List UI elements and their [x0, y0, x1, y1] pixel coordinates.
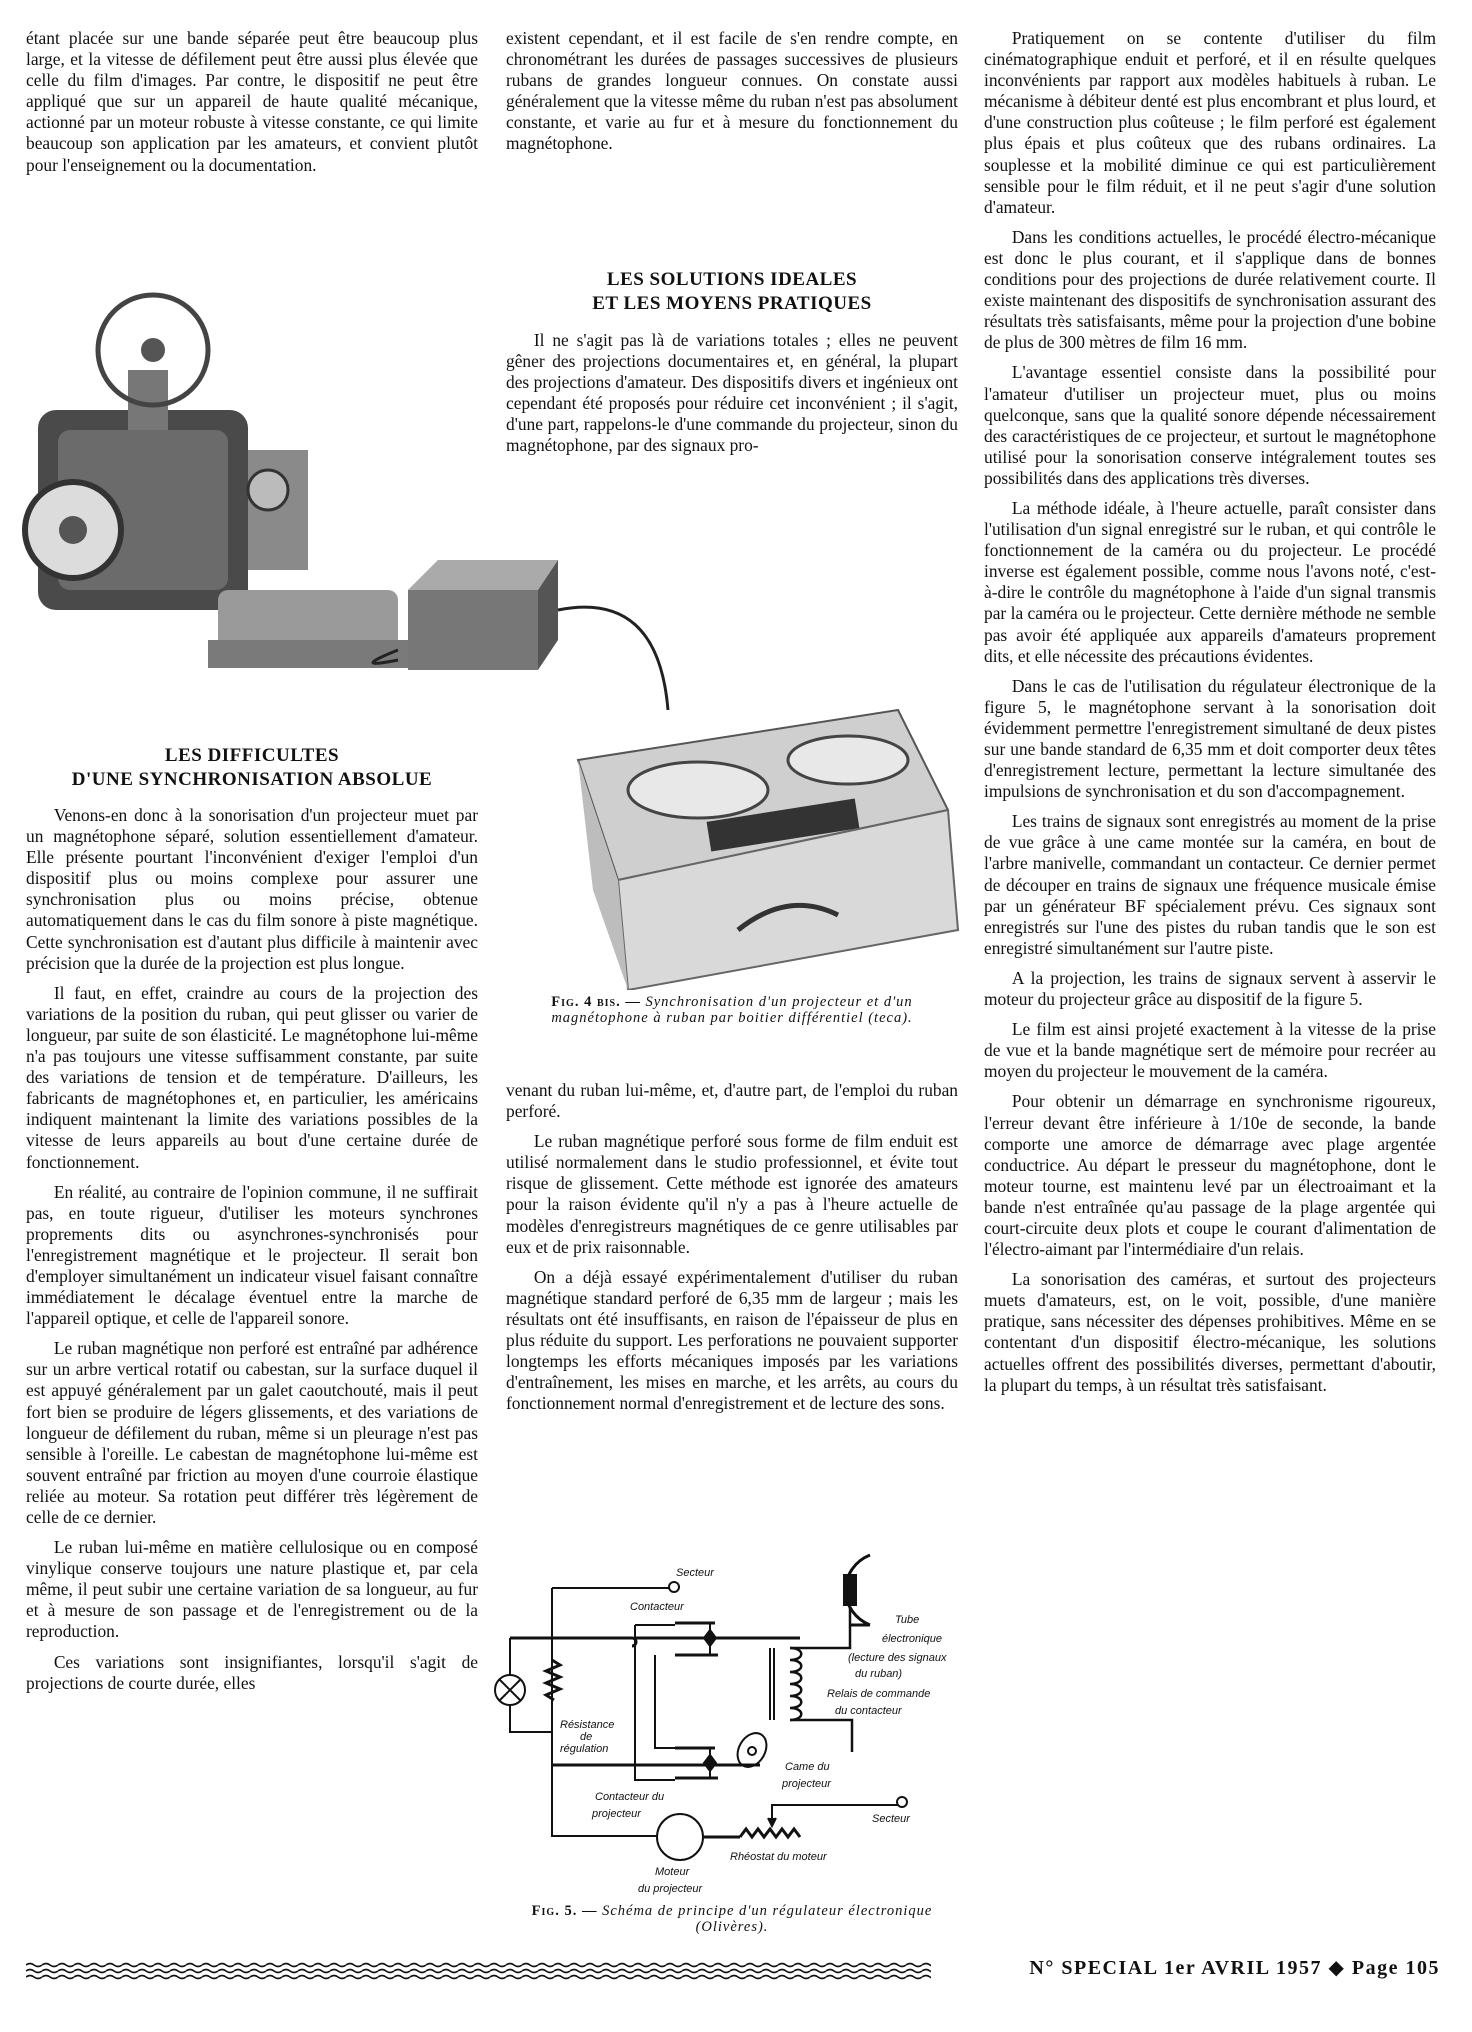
footer-issue-info: [1029, 1955, 1440, 1980]
diamond-icon: ◆: [1328, 1957, 1346, 1979]
section-heading-difficultes: [26, 744, 478, 792]
projector-illustration: [25, 295, 408, 668]
paragraph: La sonorisation des caméras, et surtout des projecteurs muets d'amateurs, est, on le voit, possible, d'une manière pratique, sans nécessiter des dépenses prohibitives. Même en se contentant d'un dispositif électro-mécanique, les solutions actuelles offrent des possibilités diverses, permettant d'aboutir, la plupart du temps, à un résultat très satisfaisant.: [984, 1269, 1436, 1395]
diagram-label: projecteur: [782, 1778, 831, 1790]
diagram-label: Rhéostat du moteur: [730, 1851, 827, 1863]
wire: [510, 1638, 800, 1646]
diagram-label: projecteur: [592, 1808, 641, 1820]
page-footer: [0, 1955, 1472, 1985]
diagram-label: électronique: [882, 1633, 942, 1645]
paragraph: Le ruban magnétique perforé sous forme de film enduit est utilisé normalement dans le studio professionnel, et évite tout risque de glissement. Cette méthode est ignorée des amateurs pour la raison évidente qu'il n'y a pas à l'heure actuelle de modèles d'enregistreurs magnétiques de ce genre utilisables par eux et de prix raisonnable.: [506, 1131, 958, 1257]
heading-line: ET LES MOYENS PRATIQUES: [592, 293, 872, 314]
middle-column-body: [506, 1080, 958, 1423]
mains-terminal: [669, 1582, 679, 1592]
right-column-body: [984, 28, 1436, 1405]
paragraph: Le ruban lui-même en matière cellulosique ou en composé vinylique conserve toujours une nature plastique et, par cela même, il peut subir une certaine variation de sa longueur, au fur et à mesure de son passage et de l'enregistrement ou de la reproduction.: [26, 1537, 478, 1642]
diagram-label: Contacteur du: [595, 1791, 665, 1803]
wire: [655, 1655, 675, 1748]
paragraph: Dans les conditions actuelles, le procédé électro-mécanique est donc le plus courant, et il s'applique dans de bonnes conditions pour des projections de durée relativement courte. Il existe maintenant des dispositifs de synchronisation assurant des résultats très satisfaisants, même pour la projection d'une bobine de plus de 300 mètres de film 16 mm.: [984, 226, 1436, 353]
figure-label: Fig. 4 bis. —: [551, 994, 641, 1010]
diagram-label: Contacteur: [630, 1601, 684, 1613]
heading-line: LES DIFFICULTES: [164, 745, 340, 766]
paragraph: Pour obtenir un démarrage en synchronisme rigoureux, l'erreur devant être inférieure à 1/10e de seconde, la bande comporte une amorce de démarrage avec plage argentée conductrice. Au départ le presseur du magnétophone, dont le moteur tourne, est maintenu levé par un électroaimant et la bande n'est entraînée qu'au passage de la plage argentée qui court-circuite deux plots et coupe le courant d'alimentation de l'électro-aimant par l'intermédiaire d'un relais.: [984, 1091, 1436, 1260]
wire: [790, 1720, 852, 1752]
relay-core: [770, 1648, 774, 1720]
diagram-label: du contacteur: [835, 1705, 902, 1717]
figure-4-caption: [506, 994, 958, 1026]
figure-5-circuit-diagram: [490, 1530, 970, 1902]
paragraph: Dans le cas de l'utilisation du régulateur électronique de la figure 5, le magnétophone servant à la sonorisation doit évidemment permettre l'enregistrement simultané de deux pistes sur une bande standard de 6,35 mm et doit comporter deux têtes d'enregistrement lecture, permettant la lecture simultanée des impulsions de synchronisation et du son d'accompagnement.: [984, 675, 1436, 802]
paragraph: Ces variations sont insignifiantes, lorsqu'il s'agit de projections de courte durée, elles: [26, 1651, 478, 1693]
contacts: [675, 1623, 718, 1778]
left-column-intro: [26, 28, 478, 185]
left-column-body: [26, 805, 478, 1703]
caption-text: Schéma de principe d'un régulateur électronique (Olivères).: [602, 1903, 933, 1935]
tape-recorder-illustration: [578, 710, 958, 990]
paragraph: Le film est ainsi projeté exactement à la vitesse de la prise de vue et la bande magnétique sert de mémoire pour recréer au moyen du projecteur le mouvement de la caméra.: [984, 1019, 1436, 1082]
paragraph: étant placée sur une bande séparée peut être beaucoup plus large, et la vitesse de défilement peut être aussi plus élevée que celle du film d'images. Par contre, le dispositif ne peut être appliqué que sur un appareil de haute qualité mécanique, actionné par un moteur robuste à vitesse constante, ce qui limite beaucoup son application par les amateurs, et convient plutôt pour l'enseignement ou la documentation.: [26, 28, 478, 175]
paragraph: La méthode idéale, à l'heure actuelle, paraît consister dans l'utilisation d'un signal enregistré sur le ruban, et qui contrôle le fonctionnement de la caméra ou du projecteur. Le procédé inverse est également possible, comme nous l'avons noté, c'est-à-dire le contrôle du magnétophone à l'aide d'un signal transmis par la caméra ou le projecteur. Cette dernière méthode ne semble pas avoir été appliquée aux appareils d'amateurs proprement dits, et elle nécessite des précautions évidentes.: [984, 497, 1436, 666]
diagram-label: Relais de commande: [827, 1688, 931, 1700]
diagram-label: Résistance: [560, 1719, 615, 1731]
middle-column-para1: [506, 330, 958, 466]
differential-box-illustration: [373, 560, 668, 710]
wire: [790, 1608, 850, 1648]
rheostat-icon: [740, 1829, 800, 1837]
paragraph: Venons-en donc à la sonorisation d'un projecteur muet par un magnétophone séparé, solution essentiellement d'amateur. Elle présente pourtant l'inconvénient d'exiger l'emploi d'un dispositif plus ou moins complexe pour assurer une synchronisation plus ou moins précise, obtenue automatiquement dans le cas du film sonore à piste magnétique. Cette synchronisation est d'autant plus difficile à maintenir avec précision que la durée de la projection est plus longue.: [26, 805, 478, 973]
diagram-label: Secteur: [872, 1813, 910, 1825]
middle-column-intro: [506, 28, 958, 164]
paragraph: Il ne s'agit pas là de variations totales ; elles ne peuvent gêner des projections documentaires et, en général, la plupart des projections d'amateur. Des dispositifs divers et ingénieux ont cependant été proposés pour réduire cet inconvénient ; il s'agit, d'une part, rappelons-le d'une commande du projecteur, sinon du magnétophone, par des signaux pro-: [506, 330, 958, 456]
figure-label: Fig. 5. —: [531, 1903, 598, 1919]
paragraph: On a déjà essayé expérimentalement d'utiliser du ruban magnétique standard perforé de 6,35 mm de largeur ; mais les résultats ont été insuffisants, en raison de l'épaisseur de plus en plus réduite du support. Les perforations ne pouvaient supporter longtemps les efforts mécaniques imposés par les variations d'entraînement, les mises en marche, et les arrêts, au cours du fonctionnement normal d'enregistrement et de lecture des sons.: [506, 1266, 958, 1414]
issue-date: N° SPECIAL 1er AVRIL 1957: [1029, 1957, 1323, 1979]
lamp-cross: [500, 1680, 520, 1700]
paragraph: Pratiquement on se contente d'utiliser du film cinématographique enduit et perforé, et il en résulte quelques inconvénients par rapport aux modèles habituels à ruban. Le mécanisme à débiteur denté est plus encombrant et plus lourd, et d'une construction plus coûteuse ; le film perforé est également plus épais et plus coûteux que des rubans ordinaires. La souplesse et la mobilité diminue ce qui est particulièrement sensible pour le film réduit, et il ne peut s'agir d'une solution d'amateur.: [984, 28, 1436, 217]
page-number: Page 105: [1351, 1957, 1440, 1979]
diagram-label: Came du: [785, 1761, 830, 1773]
figure-5-caption: [506, 1903, 958, 1935]
diagram-label: régulation: [560, 1743, 609, 1755]
paragraph: Il faut, en effet, craindre au cours de la projection des variations de la position du ruban, qui peut glisser ou varier de longueur, par suite de son élasticité. Le magnétophone lui-même n'a pas toujours une vitesse suffisamment constante, par suite des variations de tension et de température. D'ailleurs, les fabricants de magnétophones et, en particulier, les américains indiquent maintenant la limite des variations possibles de la vitesse de leurs appareils au bout d'une certaine durée de fonctionnement.: [26, 982, 478, 1172]
diagram-label: Tube: [895, 1614, 920, 1626]
diagram-label: du ruban): [855, 1668, 903, 1680]
paragraph: Les trains de signaux sont enregistrés au moment de la prise de vue grâce à une came montée sur la caméra, en bout de l'arbre manivelle, commandant un contacteur. Ce dernier permet de découper en trains de signaux une fréquence musicale émise par un générateur BF spécialement prévu. Ces signaux sont enregistrés sur l'une des pistes du ruban tandis que le son est enregistré simultanément sur l'autre piste.: [984, 811, 1436, 958]
caption-text: Synchronisation d'un projecteur et d'un magnétophone à ruban par boitier différentiel (teca).: [551, 994, 913, 1026]
paragraph: En réalité, au contraire de l'opinion commune, il ne suffirait pas, en toute rigueur, d'utiliser les moteurs synchrones proprements dits ou asynchrones-synchronisés pour l'enregistrement magnétique et le projecteur. Il serait bon d'employer simultanément un indicateur visuel faisant connaître immédiatement le décalage éventuel entre la marche de l'appareil optique, et celle de l'appareil sonore.: [26, 1181, 478, 1329]
diagram-label: du projecteur: [638, 1883, 703, 1895]
paragraph: A la projection, les trains de signaux servent à asservir le moteur du projecteur grâce au dispositif de la figure 5.: [984, 967, 1436, 1010]
motor-icon: [657, 1814, 703, 1860]
diagram-label: Secteur: [676, 1567, 714, 1579]
heading-line: D'UNE SYNCHRONISATION ABSOLUE: [71, 769, 433, 790]
relay-coil-icon: [790, 1648, 801, 1720]
paragraph: existent cependant, et il est facile de s'en rendre compte, en chronométrant les durées de passages successives de plusieurs rubans de grandes longueur connues. On constate aussi généralement que la vitesse même du ruban n'est pas absolument constante, et varie au fur et à mesure du fonctionnement du magnétophone.: [506, 28, 958, 154]
wavy-rule-decoration: [26, 1961, 931, 1981]
paragraph: venant du ruban lui-même, et, d'autre part, de l'emploi du ruban perforé.: [506, 1080, 958, 1122]
heading-line: LES SOLUTIONS IDEALES: [606, 269, 858, 290]
paragraph: L'avantage essentiel consiste dans la possibilité pour l'amateur d'utiliser un projecteur muet, plus ou moins quelconque, sans que la qualité sonore dépende nécessairement des caractéristiques de ce projecteur, et surtout le magnétophone utilisé pour la sonorisation conserve intégralement toutes ses possibilités dans des applications très diverses.: [984, 362, 1436, 488]
diagram-label: (lecture des signaux: [848, 1652, 947, 1664]
diagram-label: Moteur: [655, 1866, 690, 1878]
mains-terminal: [897, 1797, 907, 1807]
section-heading-solutions: [506, 268, 958, 316]
paragraph: Le ruban magnétique non perforé est entraîné par adhérence sur un arbre vertical rotatif ou cabestan, sur la surface duquel il est appuyé généralement par un galet caoutchouté, mais il peut fort bien se produire de légers glissements, et des variations de longueur de défilement du ruban, même si un pleurage n'est pas sensible à l'oreille. Le cabestan de magnétophone lui-même est souvent entraîné par friction au moyen d'une courroie élastique reliée au moteur. Sa rotation peut différer très légèrement de celle de ce dernier.: [26, 1338, 478, 1527]
diagram-label: de: [580, 1731, 593, 1743]
